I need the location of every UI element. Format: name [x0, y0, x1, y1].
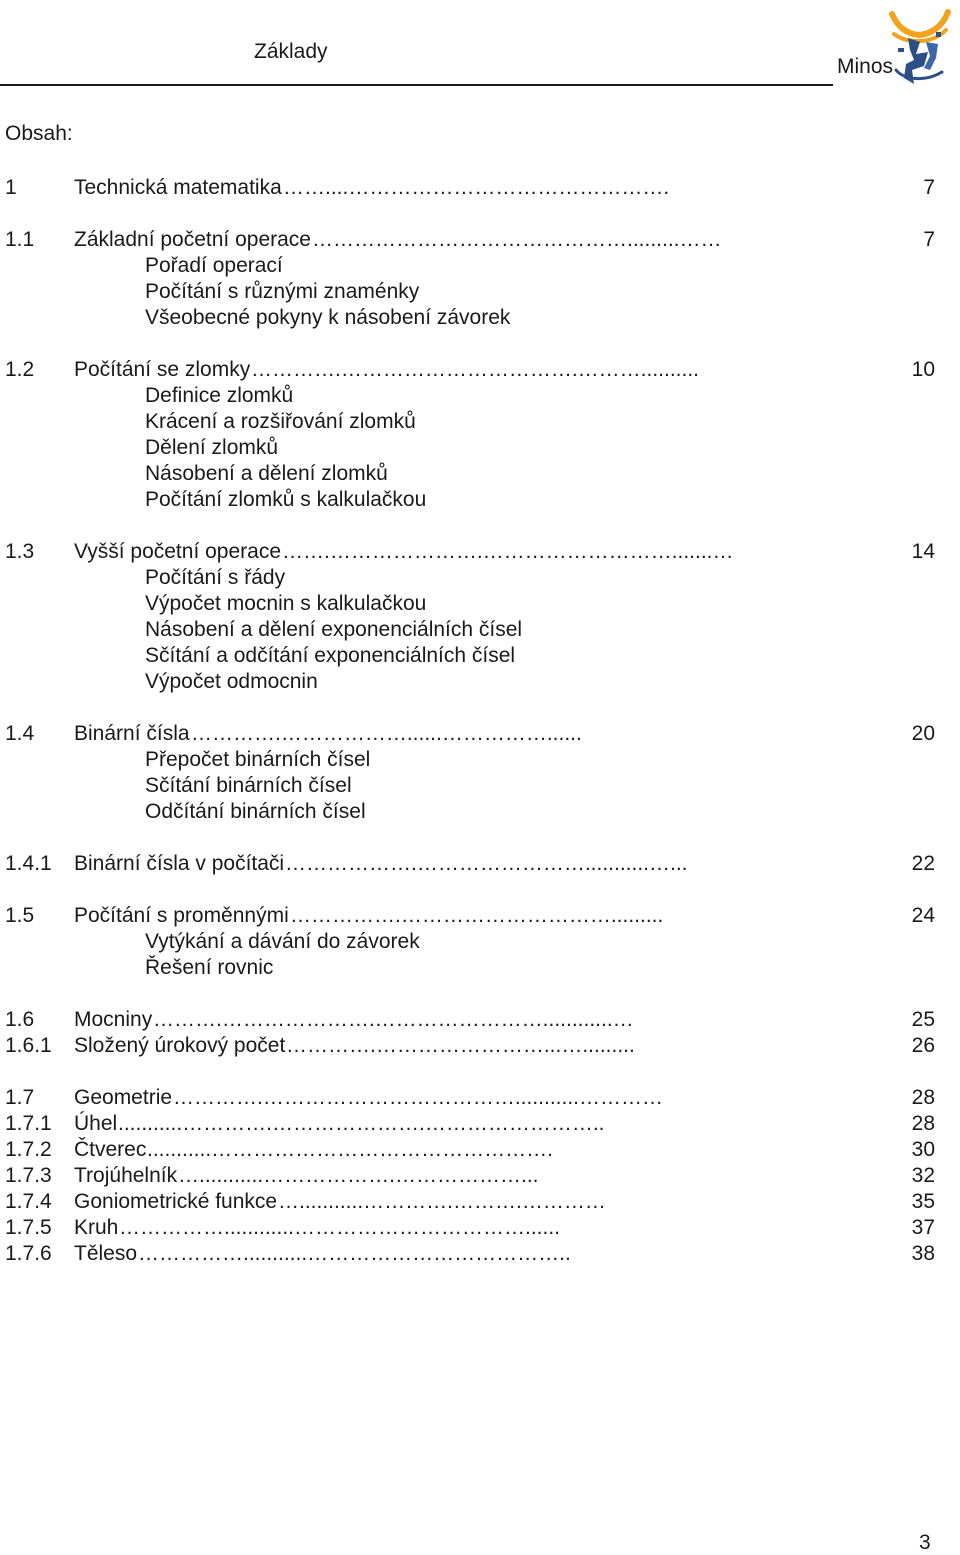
toc-entry-leader: ……….………………….……………………............…	[153, 1008, 634, 1031]
toc-subentry-title: Vytýkání a dávání do závorek	[145, 930, 420, 953]
toc-entry-page: 14	[911, 540, 935, 563]
toc-subentry-title: Výpočet odmocnin	[145, 670, 318, 693]
toc-entry	[5, 721, 935, 747]
toc-entry-number: 1.2	[5, 358, 35, 381]
toc-entry	[5, 1137, 935, 1163]
toc-subentry-title: Definice zlomků	[145, 384, 294, 407]
toc-entry-title: Čtverec	[74, 1138, 147, 1161]
toc-subentry-title: Počítání s různými znaménky	[145, 280, 420, 303]
toc-subentry-title: Počítání s řády	[145, 566, 286, 589]
toc-entry-number: 1.3	[5, 540, 35, 563]
toc-entry	[5, 1085, 935, 1111]
toc-entry	[5, 539, 935, 565]
toc-entry-page: 22	[911, 852, 935, 875]
toc-entry-leader: ...........………….………………….……………………..	[118, 1112, 605, 1135]
toc-entry-page: 7	[923, 176, 935, 199]
toc-entry-title: Geometrie	[74, 1086, 173, 1109]
toc-entry-page: 37	[911, 1216, 935, 1239]
toc-subentry-title: Pořadí operací	[145, 254, 283, 277]
toc-subentry-title: Výpočet mocnin s kalkulačkou	[145, 592, 427, 615]
toc-entry-title: Goniometrické funkce	[74, 1190, 278, 1213]
toc-entry-number: 1.7.1	[5, 1112, 52, 1135]
toc-subentry	[5, 383, 935, 409]
toc-subentry-title: Dělení zlomků	[145, 436, 279, 459]
toc-subentry	[5, 279, 935, 305]
toc-entry-title: Počítání se zlomky	[74, 358, 251, 381]
toc-subentry	[5, 487, 935, 513]
toc-entry-title: Počítání s proměnnými	[74, 904, 289, 927]
toc-entry-leader: …...........……………….………………...	[178, 1164, 539, 1187]
toc-entry-page: 26	[911, 1034, 935, 1057]
header-brand: Minos	[837, 55, 894, 78]
toc-entry-number: 1.4	[5, 722, 35, 745]
toc-entry-title: Trojúhelník	[74, 1164, 178, 1187]
toc-entry-leader: …...........………….……….…………	[278, 1190, 606, 1213]
toc-entry-title: Technická matematika	[74, 176, 282, 199]
toc-subentry-title: Všeobecné pokyny k násobení závorek	[145, 306, 511, 329]
toc-subentry	[5, 799, 935, 825]
toc-entry-page: 10	[911, 358, 935, 381]
toc-entry-page: 30	[911, 1138, 935, 1161]
toc-entry-number: 1.4.1	[5, 852, 52, 875]
header-rule	[0, 84, 833, 86]
toc-entry	[5, 903, 935, 929]
toc-entry-number: 1	[5, 176, 17, 199]
toc-entry-number: 1.6	[5, 1008, 35, 1031]
toc-entry	[5, 357, 935, 383]
toc-entry-number: 1.7.2	[5, 1138, 52, 1161]
toc-entry-leader: ……....……………………………………….	[283, 176, 670, 199]
toc-entry-title: Vyšší početní operace	[74, 540, 282, 563]
toc-entry-page: 20	[911, 722, 935, 745]
toc-entry-title: Kruh	[74, 1216, 119, 1239]
minos-logo-icon	[886, 8, 956, 90]
toc-subentry	[5, 773, 935, 799]
toc-subentry-title: Řešení rovnic	[145, 956, 274, 979]
toc-entry-leader: ……………...........………………………………..	[138, 1242, 571, 1265]
toc-entry	[5, 1033, 935, 1059]
toc-entry-leader: ………….……………………...….........	[286, 1034, 635, 1057]
toc-entry-page: 24	[911, 904, 935, 927]
toc-subentry	[5, 955, 935, 981]
toc-subentry-title: Odčítání binárních čísel	[145, 800, 366, 823]
toc-subentry	[5, 617, 935, 643]
toc-entry	[5, 1241, 935, 1267]
toc-entry	[5, 175, 935, 201]
toc-entry	[5, 1163, 935, 1189]
toc-entry-number: 1.7.6	[5, 1242, 52, 1265]
toc-subentry-title: Násobení a dělení exponenciálních čísel	[145, 618, 523, 641]
toc-subentry-title: Přepočet binárních čísel	[145, 748, 371, 771]
toc-entry-page: 28	[911, 1112, 935, 1135]
toc-entry-page: 38	[911, 1242, 935, 1265]
toc-entry-page: 32	[911, 1164, 935, 1187]
toc-entry	[5, 1215, 935, 1241]
toc-entry-page: 35	[911, 1190, 935, 1213]
toc-subentry-title: Sčítání a odčítání exponenciálních čísel	[145, 644, 516, 667]
toc-entry-leader: ……………………………………….........……	[312, 228, 722, 251]
toc-subentry	[5, 253, 935, 279]
toc-entry-number: 1.6.1	[5, 1034, 52, 1057]
toc-subentry-title: Sčítání binárních čísel	[145, 774, 352, 797]
toc-subentry	[5, 461, 935, 487]
toc-subentry	[5, 409, 935, 435]
toc-entry-leader: …………….………………………….........	[290, 904, 664, 927]
toc-subentry	[5, 669, 935, 695]
toc-entry-number: 1.1	[5, 228, 35, 251]
toc-subentry	[5, 565, 935, 591]
toc-entry-leader: ...........………………………………………….	[147, 1138, 554, 1161]
toc-entry-title: Úhel	[74, 1112, 118, 1135]
toc-subentry	[5, 305, 935, 331]
toc-entry-leader: …….………………….……………………….......…	[282, 540, 734, 563]
toc-entry-number: 1.7.4	[5, 1190, 52, 1213]
toc-entry-title: Binární čísla	[74, 722, 190, 745]
toc-entry-number: 1.5	[5, 904, 35, 927]
toc-entry	[5, 1111, 935, 1137]
toc-entry-title: Mocniny	[74, 1008, 153, 1031]
toc-subentry	[5, 747, 935, 773]
toc-entry-leader: ……………….……………………...........…...	[285, 852, 688, 875]
toc-subentry-title: Násobení a dělení zlomků	[145, 462, 388, 485]
toc-entry	[5, 1007, 935, 1033]
toc-entry-title: Základní početní operace	[74, 228, 311, 251]
toc-subentry	[5, 435, 935, 461]
toc-subentry-title: Počítání zlomků s kalkulačkou	[145, 488, 427, 511]
toc-entry-leader: ……………............……………………………......	[119, 1216, 561, 1239]
toc-entry-number: 1.7.5	[5, 1216, 52, 1239]
toc-entry-page: 25	[911, 1008, 935, 1031]
toc-heading: Obsah:	[5, 122, 73, 145]
toc-entry-leader: ………….………………………………...........…………	[173, 1086, 664, 1109]
toc-entry-title: Binární čísla v počítači	[74, 852, 285, 875]
toc-entry-leader: ………….…………………………….………..........	[251, 358, 700, 381]
toc-entry-leader: ………….………………......……………......	[191, 722, 582, 745]
toc-subentry-title: Krácení a rozšiřování zlomků	[145, 410, 416, 433]
toc-subentry	[5, 929, 935, 955]
toc-subentry	[5, 643, 935, 669]
toc-entry	[5, 851, 935, 877]
toc-entry	[5, 1189, 935, 1215]
toc-entry-number: 1.7.3	[5, 1164, 52, 1187]
toc-entry-title: Složený úrokový počet	[74, 1034, 286, 1057]
toc-entry-page: 28	[911, 1086, 935, 1109]
header-title: Základy	[254, 40, 328, 63]
toc-entry-number: 1.7	[5, 1086, 35, 1109]
toc-entry	[5, 227, 935, 253]
toc-subentry	[5, 591, 935, 617]
toc-entry-title: Těleso	[74, 1242, 138, 1265]
toc-entry-page: 7	[923, 228, 935, 251]
page-number: 3	[919, 1531, 931, 1554]
